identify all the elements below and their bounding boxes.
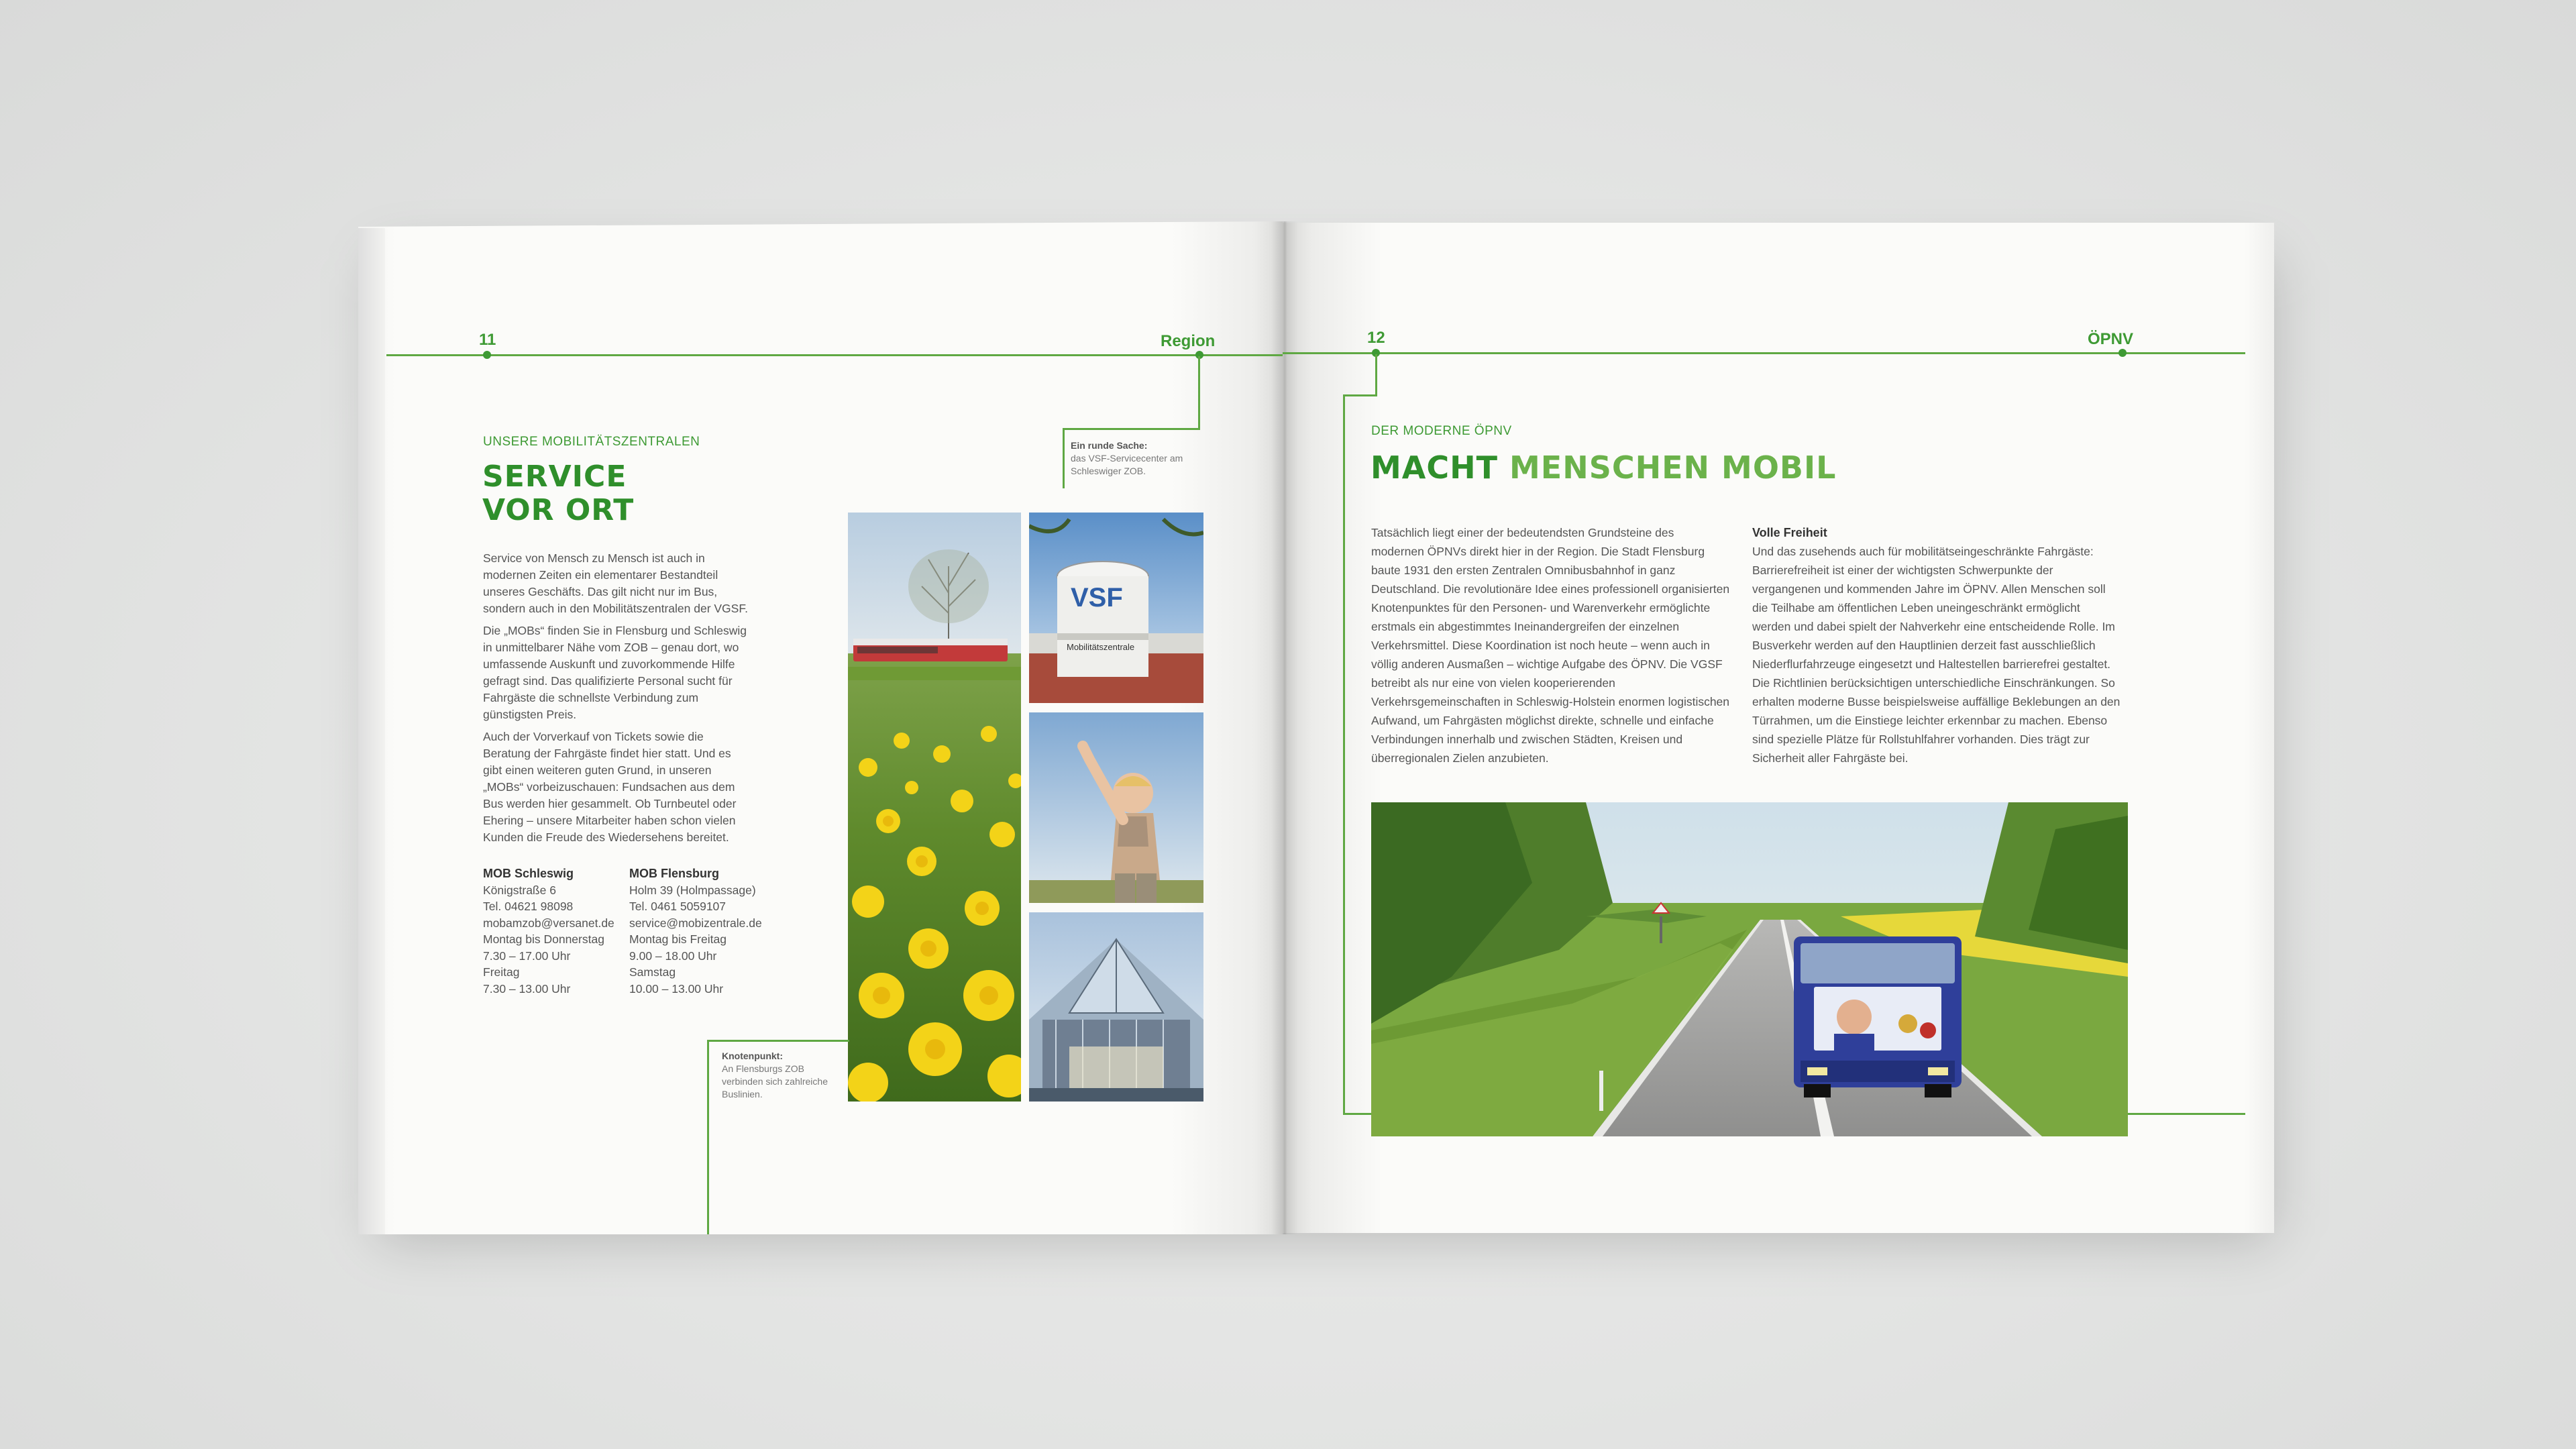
contact-line: Samstag	[629, 965, 676, 979]
left-title-line2: VOR ORT	[482, 493, 635, 527]
caption-title: Ein runde Sache:	[1071, 440, 1148, 451]
left-title-line1: SERVICE	[482, 460, 627, 494]
contact-name: MOB Flensburg	[629, 867, 719, 880]
right-col1: Tatsächlich liegt einer der bedeutendsten Grundsteine des modernen ÖPNVs direkt hier in der Region. Die Stadt Flensburg baute 1931 den ersten Zentralen Omnibusbahnhof in ganz Deutschland. Die revolutionäre Idee eines professionell organisierten Knotenpunktes für den Personen- und Warenverkehr ermöglichte erstmals ein abgestimmtes Ineinandergreifen der einzelnen Verkehrsmittel. Diese Koordination ist noch heute – wenn auch in völlig anderen Ausmaßen – wichtige Aufgabe des ÖPNV. Die VGSF betreibt als nur eine von vielen kooperierenden Verkehrsgemeinschaften in Schleswig-Holstein enormen logistischen Aufwand, um Fahrgästen möglichst direkte, schnelle und einfache Verbindungen innerhalb und zwischen Städten, Kreisen und überregionalen Zielen anzubieten.	[1371, 526, 1730, 765]
right-title-light: MENSCHEN MOBIL	[1509, 449, 1837, 486]
vsf-sign-sub: Mobilitätszentrale	[1067, 642, 1135, 652]
caption-knotenpunkt	[722, 1050, 836, 1101]
contact-line: Tel. 04621 98098	[483, 900, 574, 913]
caption-text: das VSF-Servicecenter am Schleswiger ZOB.	[1071, 453, 1183, 476]
contact-line: 7.30 – 13.00 Uhr	[483, 981, 571, 996]
contact-line: Montag bis Freitag	[629, 932, 727, 946]
header-rule-right	[1283, 352, 2245, 354]
caption-text: An Flensburgs ZOB verbinden sich zahlreiche Buslinien.	[722, 1063, 828, 1099]
photo-boy-pointing	[1029, 712, 1203, 903]
section-label-left: Region	[1161, 332, 1216, 350]
header-dot-left	[483, 351, 491, 359]
vsf-sign-text: VSF	[1071, 583, 1123, 612]
left-eyebrow: UNSERE MOBILITÄTSZENTRALEN	[483, 435, 700, 449]
vsf-servicecenter-image	[1029, 513, 1203, 703]
boy-pointing-image	[1029, 712, 1203, 903]
caption-connector-v2	[1063, 428, 1065, 488]
left-body	[483, 550, 751, 851]
caption-connector-h	[1063, 428, 1200, 430]
zob-station-image	[1029, 912, 1203, 1102]
dandelion-meadow-image	[848, 513, 1021, 1102]
right-title-dark: MACHT	[1371, 449, 1499, 486]
left-page-edge	[358, 228, 385, 1234]
contact-name: MOB Schleswig	[483, 867, 574, 880]
right-col2	[1752, 523, 2121, 767]
contact-line: Königstraße 6	[483, 883, 556, 897]
contact-email: service@mobizentrale.de	[629, 916, 762, 930]
contact-line: Freitag	[483, 965, 520, 979]
frame-top-left	[1343, 394, 1377, 396]
bus-shape	[1794, 936, 1962, 1097]
left-paragraph: Auch der Vorverkauf von Tickets sowie die Beratung der Fahrgäste findet hier statt. Und es gibt einen weiteren guten Grund, in unseren „MOBs“ vorbeizuschauen: Fundsachen aus dem Bus werden hier gesammelt. Ob Turnbeutel oder Ehering – unsere Mitarbeiter haben schon vielen Kunden die Freude des Wiedersehens bereitet.	[483, 730, 737, 844]
caption-servicecenter	[1071, 439, 1198, 478]
right-title	[1371, 451, 1836, 484]
contact-line: Tel. 0461 5059107	[629, 900, 727, 913]
contact-line: Holm 39 (Holmpassage)	[629, 883, 756, 897]
knotenpunkt-connector-h	[707, 1040, 849, 1042]
section-label-right: ÖPNV	[2088, 330, 2134, 348]
right-col2-text: Und das zusehends auch für mobilitätseingeschränkte Fahrgäste: Barrierefreiheit ist einer der wichtigsten Schwerpunkte der vergangenen und kommenden Jahre im ÖPNV. Allen Menschen soll die Teilhabe am öffentlichen Leben uneingeschränkt ermöglicht werden und dabei spielt der Nahverkehr eine entscheidende Rolle. Im Busverkehr werden auf den Hauptlinien derzeit fast ausschließlich Niederflurfahrzeuge eingesetzt und Haltestellen barrierefrei gestaltet. Die Richtlinien berücksichtigen unterschiedliche Einschränkungen. So erhalten moderne Busse beispielsweise auffällige Beklebungen an den Türrahmen, um die Einstiege leichter erkennbar zu machen. Ebenso sind spezielle Plätze für Rollstuhlfahrer vorhanden. Dies trägt zur Sicherheit aller Fahrgäste bei.	[1752, 545, 2121, 765]
header-rule-left	[386, 354, 1283, 356]
frame-connector	[1375, 354, 1377, 396]
contact-email: mobamzob@versanet.de	[483, 916, 614, 930]
contact-flensburg	[629, 865, 784, 997]
left-paragraph: Die „MOBs“ finden Sie in Flensburg und Schleswig in unmittelbarer Nähe vom ZOB – genau dort, wo umfassende Auskunft und zuvorkommende Hilfe gefragt sind. Das qualifizierte Personal sucht für Fahrgäste die schnellste Verbindung zum günstigsten Preis.	[483, 624, 747, 721]
contact-schleswig	[483, 865, 627, 997]
left-paragraph: Service von Mensch zu Mensch ist auch in modernen Zeiten ein elementarer Bestandteil unseres Geschäfts. Das gilt nicht nur im Bus, sondern auch in den Mobilitätszentralen der VGSF.	[483, 551, 748, 615]
page-number-right: 12	[1367, 329, 1385, 347]
right-eyebrow: DER MODERNE ÖPNV	[1371, 424, 1512, 438]
contact-line: Montag bis Donnerstag	[483, 932, 604, 946]
header-dot-oepnv	[2118, 349, 2127, 357]
photo-bus-country-road	[1371, 802, 2128, 1136]
contact-line: 10.00 – 13.00 Uhr	[629, 981, 724, 996]
contact-line: 9.00 – 18.00 Uhr	[629, 949, 717, 963]
photo-zob-station	[1029, 912, 1203, 1102]
photo-vsf-servicecenter	[1029, 513, 1203, 703]
caption-title: Knotenpunkt:	[722, 1051, 783, 1061]
caption-connector-v	[1198, 356, 1200, 430]
knotenpunkt-connector-v	[707, 1040, 709, 1234]
book-gutter	[1271, 221, 1298, 1234]
photo-dandelion-meadow	[848, 513, 1021, 1102]
frame-left	[1343, 394, 1345, 1115]
left-title	[482, 460, 634, 527]
bus-country-road-image	[1371, 802, 2128, 1136]
contact-line: 7.30 – 17.00 Uhr	[483, 949, 571, 963]
page-number-left: 11	[479, 331, 496, 349]
right-col2-title: Volle Freiheit	[1752, 526, 1827, 539]
